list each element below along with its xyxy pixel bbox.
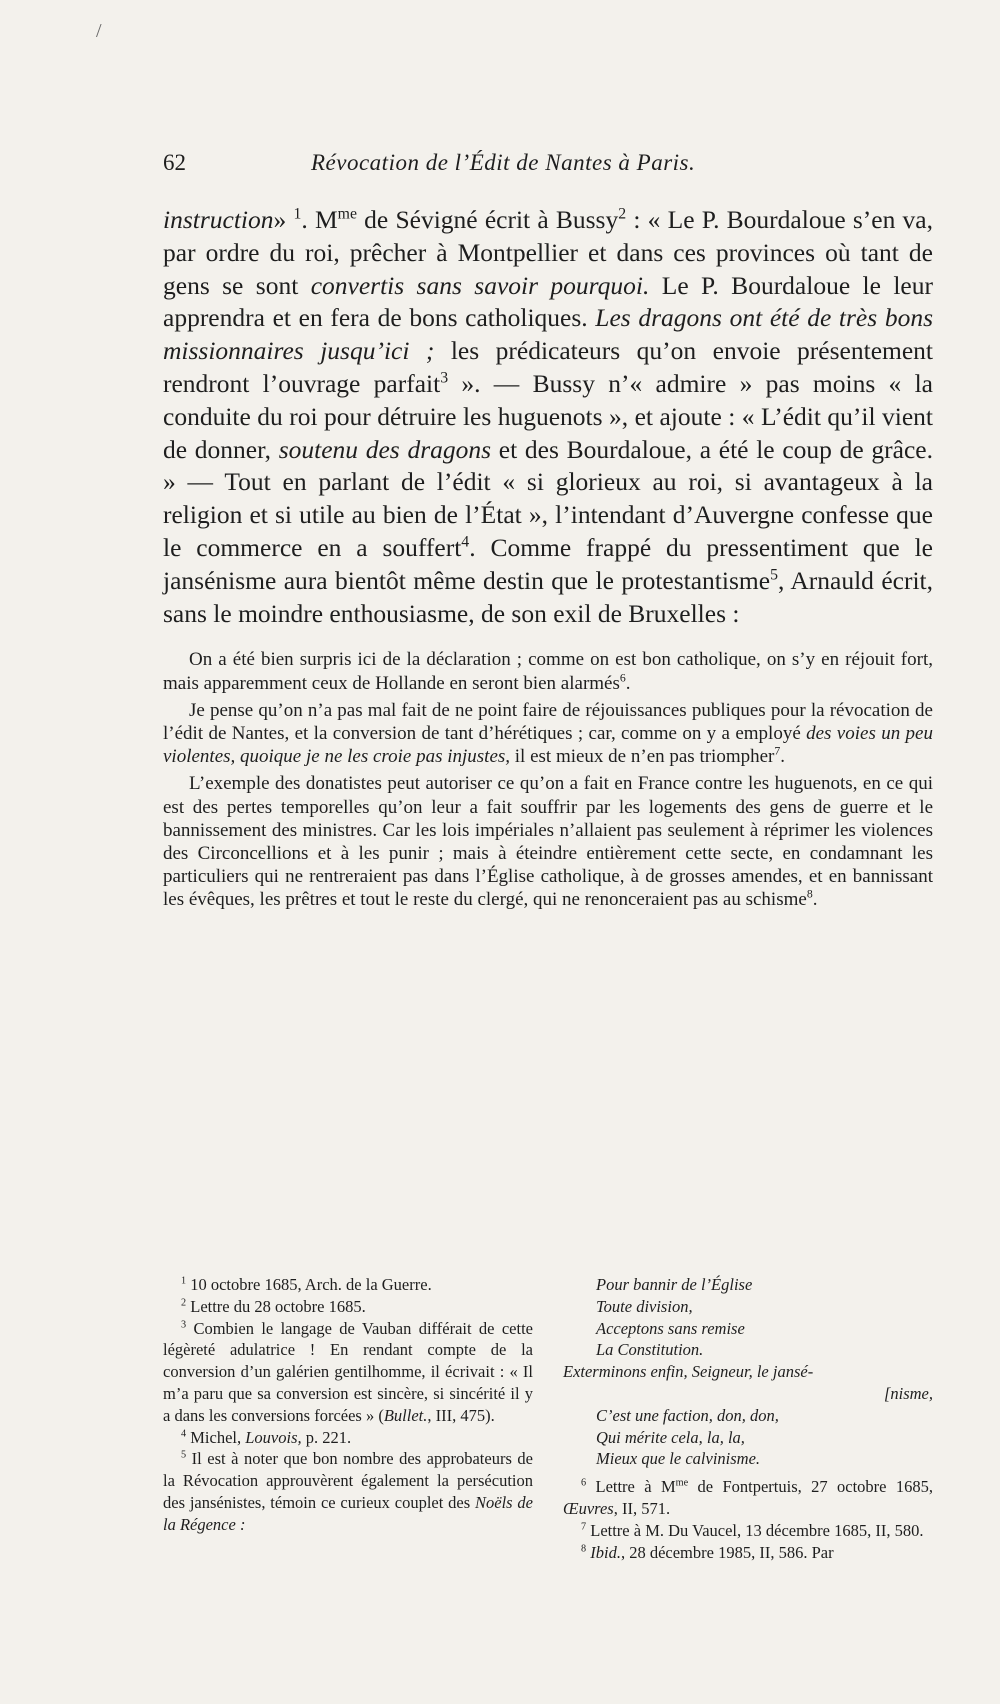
page — [163, 150, 933, 1562]
text-run: ». — Bussy n’« admire » pas moins « la conduite du roi pour détruire les huguenots », et ajoute : « L’édit qu’il vient de donner, — [163, 368, 933, 464]
text-run: , III, 475). — [427, 1405, 495, 1425]
text-run: , 28 décembre 1985, II, 586. Par — [620, 1542, 834, 1562]
quote-paragraph — [163, 772, 933, 911]
italic-run: Œuvres — [563, 1498, 614, 1518]
footnote — [163, 1318, 533, 1427]
footnotes-left-column — [163, 1274, 533, 1536]
note-ref: 2 — [181, 1297, 187, 1309]
text-run: Il est à noter que bon nombre des approbateurs de la Révocation approuvèrent également la persécution des jansénistes, témoin ce curieux couplet des — [163, 1449, 533, 1512]
noel-couplet — [563, 1274, 933, 1470]
note-ref: 7 — [774, 744, 781, 758]
footnote — [163, 1448, 533, 1535]
poem-line-continuation: [nisme, — [883, 1383, 933, 1403]
text-run: Le P. Bourdaloue le leur apprendra et en fera de bons catholiques. — [163, 270, 933, 333]
note-ref: 4 — [181, 1428, 187, 1440]
note-ref: 6 — [619, 671, 626, 685]
note-ref: 4 — [461, 533, 470, 551]
text-run: Combien le langage de Vauban différait de cette légèreté adulatrice ! En rendant compte de la conversion d’un galérien gentilhomme, il écrivait : « Il m’a paru que sa conversion est sincère, si sincérité il y a dans les conversions forcées » ( — [163, 1318, 533, 1425]
page-number: 62 — [163, 150, 186, 175]
footnote — [163, 1274, 533, 1296]
italic-run: Bullet. — [383, 1405, 428, 1425]
italic-run: convertis sans savoir pourquoi. — [310, 270, 650, 300]
note-ref: 8 — [806, 888, 813, 902]
footnote — [163, 1427, 533, 1449]
main-text — [163, 204, 933, 630]
italic-run: Louvois, — [245, 1427, 302, 1447]
poem-line: Acceptons sans remise — [596, 1318, 745, 1338]
text-run: . — [625, 672, 631, 694]
poem-line: Pour bannir de l’Église — [596, 1275, 753, 1294]
note-ref: 3 — [181, 1319, 187, 1331]
note-ref: 1 — [181, 1275, 187, 1287]
text-run: Michel, — [186, 1427, 246, 1447]
text-run: , II, 571. — [613, 1498, 671, 1518]
poem-line: Toute division, — [596, 1296, 693, 1316]
margin-mark: / — [96, 20, 102, 42]
text-run: Lettre à M — [586, 1477, 676, 1497]
italic-run: instruction — [163, 205, 274, 234]
italic-run: soutenu des dragons — [278, 434, 492, 464]
poem-line: La Constitution. — [596, 1340, 704, 1360]
text-run: il est mieux de n’en pas triompher — [510, 746, 775, 768]
text-run: p. 221. — [301, 1427, 352, 1447]
note-ref: 5 — [181, 1449, 187, 1461]
footnote — [563, 1542, 933, 1564]
poem-line: C’est une faction, don, don, — [596, 1405, 779, 1425]
footnote — [563, 1476, 933, 1520]
text-run: L’exemple des donatistes peut autoriser ce qu’on a fait en France contre les huguenots, en ce qui est des pertes temporelles qu’on leur a fait souffrir par les logements des gens de guerre et le bannissement des ministres. Car les lois impériales n’allaient pas seulement à réprimer les violences des Circoncellions et à les punir ; mais à éteindre entièrement cette secte, en condamnant les particuliers qui ne rentreraient pas dans l’Église catholique, à de grosses amendes, et en bannissant les évêques, les prêtres et tout le reste du clergé, qui ne renonceraient pas au schisme — [163, 773, 933, 911]
note-ref: 5 — [770, 566, 778, 584]
text-run: Je pense qu’on n’a pas mal fait de ne point faire de réjouissances publiques pour la révocation de l’édit de Nantes, et la conversion de tant d’hérétiques ; car, comme on y a employé — [163, 699, 933, 744]
text-run: les prédicateurs qu’on envoie présentement rendront l’ouvrage parfait — [163, 336, 933, 398]
text-run: . M — [301, 205, 338, 234]
note-ref: 7 — [581, 1521, 587, 1533]
note-ref: 1 — [293, 205, 302, 223]
italic-run: Noëls de la Régence : — [163, 1492, 533, 1534]
running-title: Révocation de l’Édit de Nantes à Paris. — [311, 150, 696, 175]
note-ref: 2 — [618, 205, 627, 223]
italic-run: des voies un peu violentes, quoique je ne les croie pas injustes, — [163, 722, 933, 768]
text-run: Lettre du 28 octobre 1685. — [186, 1296, 366, 1316]
text-run: 10 octobre 1685, Arch. de la Guerre. — [186, 1275, 432, 1294]
poem-line: Mieux que le calvinisme. — [596, 1449, 761, 1469]
text-run: » — [273, 205, 294, 234]
text-run: de Fontpertuis, 27 octobre 1685, — [688, 1477, 933, 1497]
italic-run: Ibid. — [590, 1542, 621, 1562]
text-run: . — [780, 746, 786, 768]
poem-line: Exterminons enfin, Seigneur, le jansé- — [563, 1362, 814, 1382]
quoted-letters — [163, 648, 933, 911]
text-run: et des Bourdaloue, a été le coup de grâce. » — Tout en parlant de l’édit « si glorieux au roi, si avantageux à la religion et si utile au bien de l’État », l’intendant d’Auvergne confesse que le commerce en a souffert — [163, 434, 933, 562]
text-run: . — [812, 889, 818, 911]
text-run: On a été bien surpris ici de la déclaration ; comme on est bon catholique, on s’y en réjouit fort, mais apparemment ceux de Hollande en seront bien alarmés — [163, 649, 933, 694]
note-ref: me — [675, 1477, 689, 1489]
footnotes-right-column — [563, 1274, 933, 1563]
note-ref: 3 — [440, 369, 449, 387]
main-paragraph — [163, 204, 933, 630]
poem-line: Qui mérite cela, la, la, — [596, 1427, 745, 1447]
running-header — [163, 150, 933, 190]
note-ref: 6 — [581, 1477, 587, 1489]
text-run: , Arnauld écrit, sans le moindre enthousiasme, de son exil de Bruxelles : — [163, 565, 933, 628]
quote-paragraph — [163, 699, 933, 769]
text-run: de Sévigné écrit à Bussy — [356, 205, 619, 234]
quote-paragraph — [163, 648, 933, 694]
text-run: : « Le P. Bourdaloue s’en va, par ordre du roi, prêcher à Montpellier et dans ces provinces où tant de gens se sont — [163, 205, 933, 300]
italic-run: Les dragons ont été de très bons missionnaires jusqu’ici ; — [163, 303, 933, 366]
footnote — [163, 1296, 533, 1318]
note-ref: 8 — [581, 1543, 587, 1555]
text-run: . Comme frappé du pressentiment que le jansénisme aura bientôt même destin que le protestantisme — [163, 532, 933, 595]
text-run: Lettre à M. Du Vaucel, 13 décembre 1685, II, 580. — [586, 1520, 924, 1540]
footnote — [563, 1520, 933, 1542]
note-ref: me — [337, 205, 357, 223]
